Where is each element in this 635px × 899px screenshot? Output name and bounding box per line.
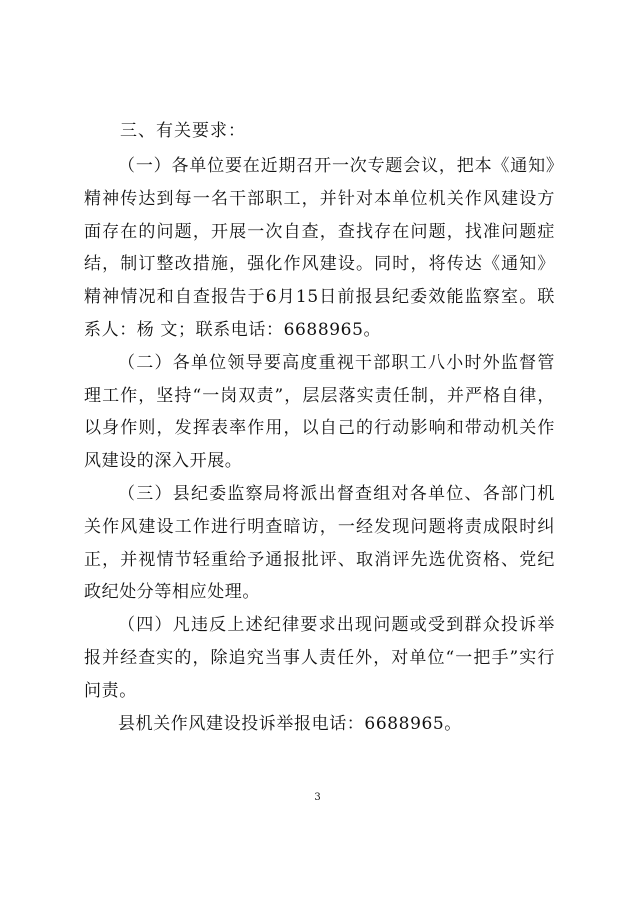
paragraph-complaint-hotline: 县机关作风建设投诉举报电话：6688965。 [118, 713, 462, 734]
page-number: 3 [314, 792, 321, 803]
section-heading: 三、有关要求： [120, 121, 246, 141]
paragraph-requirement-2: （二）各单位领导要高度重视干部职工八小时外监督管理工作，坚持“一岗双责”，层层落实责任制，并严格自律，以身作则，发挥表率作用，以自己的行动影响和带动机关作风建设的深入开展。 [84, 352, 555, 472]
document-body [84, 116, 555, 740]
paragraph-requirement-3: （三）县纪委监察局将派出督查组对各单位、各部门机关作风建设工作进行明查暗访，一经发现问题将责成限时纠正，并视情节轻重给予通报批评、取消评先选优资格、党纪政纪处分等相应处理。 [84, 483, 555, 603]
paragraph-requirement-4: （四）凡违反上述纪律要求出现问题或受到群众投诉举报并经查实的，除追究当事人责任外，对单位“一把手”实行问责。 [84, 615, 555, 701]
paragraph-requirement-1: （一）各单位要在近期召开一次专题会议，把本《通知》精神传达到每一名干部职工，并针对本单位机关作风建设方面存在的问题，开展一次自查，查找存在问题，找准问题症结，制订整改措施，强化作风建设。同时，将传达《通知》精神情况和自查报告于6月15日前报县纪委效能监察室。联系人：杨 文；联系电话：6688965。 [84, 156, 555, 340]
